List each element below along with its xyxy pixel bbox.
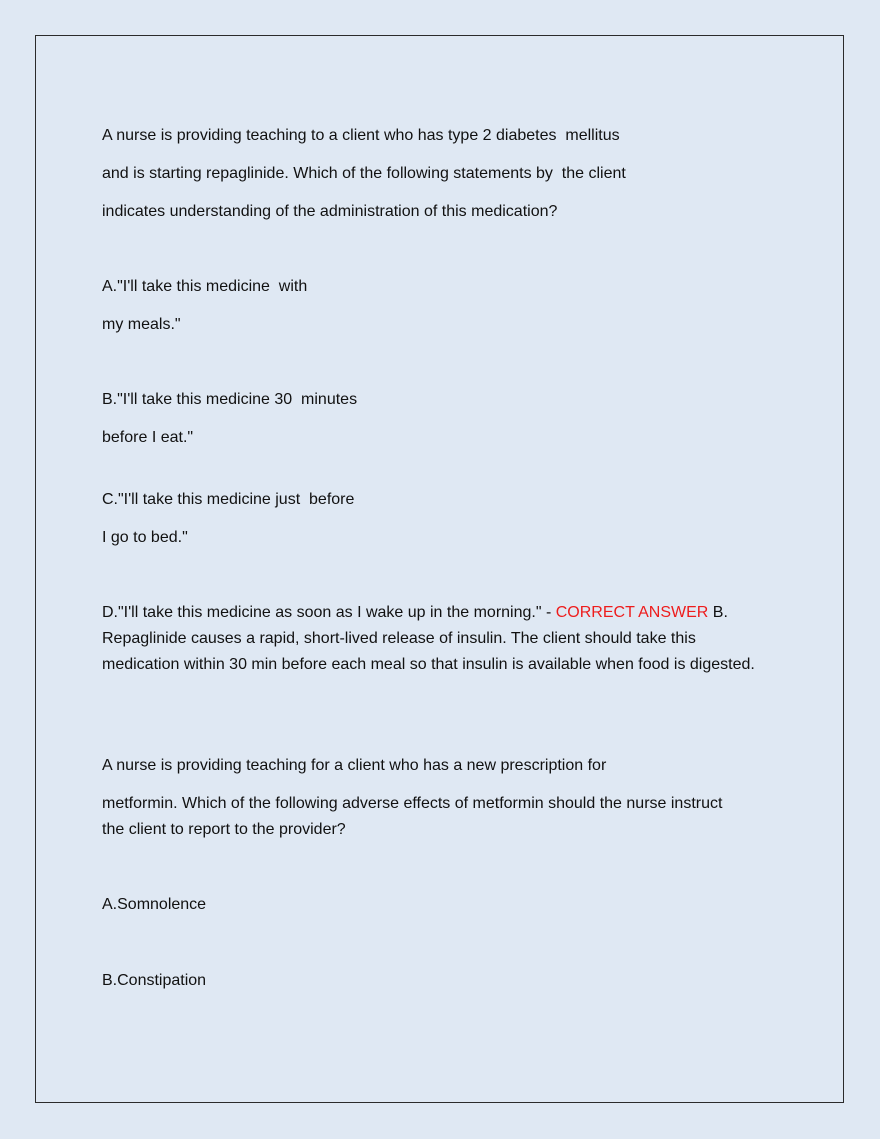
q1-option-a-line-1: A."I'll take this medicine with: [102, 278, 308, 295]
q1-option-b-line-1: B."I'll take this medicine 30 minutes: [102, 391, 358, 408]
q2-stem-line-1: A nurse is providing teaching for a client who has a new prescription for: [102, 757, 607, 774]
correct-answer-label: CORRECT ANSWER: [555, 604, 709, 621]
q1-option-d-answer: [102, 600, 772, 678]
q2-option-b: B.Constipation: [102, 972, 207, 989]
q1-option-a-line-2: my meals.": [102, 316, 181, 333]
q2-option-a: A.Somnolence: [102, 896, 207, 913]
q1-rationale: B. Repaglinide causes a rapid, short-lived release of insulin. The client should take this medication within 30 min before each meal so that insulin is available when food is digested.: [102, 604, 755, 673]
q1-stem-line-2: and is starting repaglinide. Which of the following statements by the client: [102, 165, 626, 182]
q1-option-b-line-2: before I eat.": [102, 429, 194, 446]
page-frame: [35, 35, 844, 1103]
q1-option-d-text: D."I'll take this medicine as soon as I wake up in the morning." -: [102, 604, 556, 621]
q1-option-c-line-2: I go to bed.": [102, 529, 188, 546]
q1-stem-line-1: A nurse is providing teaching to a client who has type 2 diabetes mellitus: [102, 127, 620, 144]
q1-stem-line-3: indicates understanding of the administration of this medication?: [102, 203, 558, 220]
q2-stem-rest: metformin. Which of the following adverse effects of metformin should the nurse instruct the client to report to the provider?: [102, 795, 723, 838]
q1-option-c-line-1: C."I'll take this medicine just before: [102, 491, 355, 508]
